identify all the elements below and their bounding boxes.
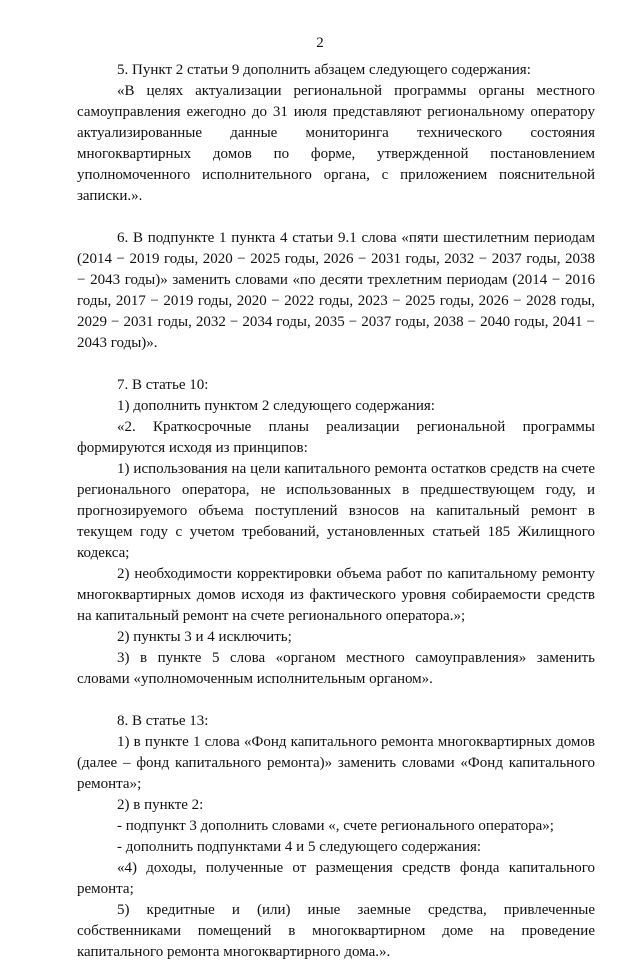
paragraph-item-7-3: 3) в пункте 5 слова «органом местного самоуправления» заменить словами «уполномоченным исполнительным органом».	[77, 650, 595, 687]
paragraph-item-8-1: 1) в пункте 1 слова «Фонд капитального ремонта многоквартирных домов (далее – фонд капитального ремонта)» заменить словами «Фонд капитального ремонта»;	[77, 734, 595, 792]
spacer	[77, 354, 595, 375]
paragraph-item-8-2-b: - дополнить подпунктами 4 и 5 следующего содержания:	[117, 839, 482, 855]
paragraph-item-6: 6. В подпункте 1 пункта 4 статьи 9.1 слова «пяти шестилетним периодам (2014 − 2019 годы, 2020 − 2025 годы, 2026 − 2031 годы, 2032 − 2037 годы, 2038 − 2043 годы)» заменить словами «по десяти трехлетним периодам (2014 − 2016 годы, 2017 − 2019 годы, 2020 − 2022 годы, 2023 − 2025 годы, 2026 − 2028 годы, 2029 − 2031 годы, 2032 − 2034 годы, 2035 − 2037 годы, 2038 − 2040 годы, 2041 − 2043 годы)».	[77, 230, 595, 351]
paragraph-item-8-2: 2) в пункте 2:	[117, 797, 204, 813]
spacer	[77, 207, 595, 228]
paragraph-item-8-2-a: - подпункт 3 дополнить словами «, счете регионального оператора»;	[117, 818, 554, 834]
paragraph-item-7-2: 2) пункты 3 и 4 исключить;	[117, 629, 292, 645]
paragraph-item-7: 7. В статье 10:	[117, 377, 209, 393]
paragraph-item-7-1-quote: «2. Краткосрочные планы реализации региональной программы формируются исходя из принципов:	[77, 419, 595, 456]
paragraph-item-8-2-5: 5) кредитные и (или) иные заемные средства, привлеченные собственниками помещений в многоквартирном доме на проведение капитального ремонта многоквартирного дома.».	[77, 902, 595, 960]
paragraph-item-5: 5. Пункт 2 статьи 9 дополнить абзацем следующего содержания:	[117, 62, 531, 78]
paragraph-item-7-1: 1) дополнить пунктом 2 следующего содержания:	[117, 398, 435, 414]
paragraph-item-5-quote: «В целях актуализации региональной программы органы местного самоуправления ежегодно до 31 июля представляют региональному оператору актуализированные данные мониторинга технического состояния многоквартирных домов по форме, утвержденной постановлением уполномоченного исполнительного органа, с приложением пояснительной записки.».	[77, 83, 595, 204]
spacer	[77, 690, 595, 711]
paragraph-item-8: 8. В статье 13:	[117, 713, 209, 729]
document-body	[77, 60, 595, 963]
paragraph-item-7-1-sub2: 2) необходимости корректировки объема работ по капитальному ремонту многоквартирных домов исходя из фактического уровня собираемости средств на капитальный ремонт на счете регионального оператора.»;	[77, 566, 595, 624]
paragraph-item-7-1-sub1: 1) использования на цели капитального ремонта остатков средств на счете регионального оператора, не использованных в предшествующем году, и прогнозируемого объема поступлений взносов на капитальный ремонт в текущем году с учетом требований, установленных статьей 185 Жилищного кодекса;	[77, 461, 595, 561]
page-number: 2	[316, 35, 324, 51]
paragraph-item-8-2-4: «4) доходы, полученные от размещения средств фонда капитального ремонта;	[77, 860, 595, 897]
